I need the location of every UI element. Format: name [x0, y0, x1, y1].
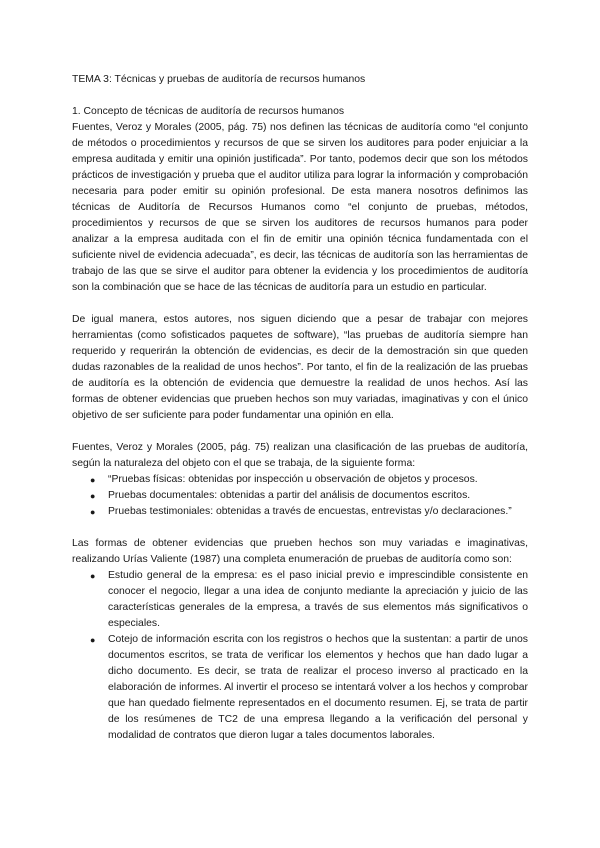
document-body	[72, 72, 528, 744]
paragraph-definition: Fuentes, Veroz y Morales (2005, pág. 75) nos definen las técnicas de auditoría como “el conjunto de métodos o procedimientos y recursos de que se sirven los auditores para poder enjuiciar a la empresa auditada y emitir una opinión justificada”. Por tanto, podemos decir que son los métodos prácticos de investigación y prueba que el auditor utiliza para lograr la información y comprobación necesaria para poder emitir su opinión profesional. De esta manera nosotros definimos las técnicas de Auditoría de Recursos Humanos como “el conjunto de pruebas, métodos, procedimientos y recursos de que se sirven los auditores de recursos humanos para poder analizar a la empresa auditada con el fin de emitir una opinión técnica fundamentada con el suficiente nivel de evidencia adecuada”, es decir, las técnicas de auditoría son las herramientas de trabajo de las que se sirve el auditor para obtener la evidencia y los procedimientos de auditoría son la combinación que se hace de las técnicas de auditoría para un estudio en particular.	[72, 122, 528, 293]
list-item: ● Pruebas testimoniales: obtenidas a través de encuestas, entrevistas y/o declaraciones.”	[72, 504, 528, 520]
paragraph-classification: Fuentes, Veroz y Morales (2005, pág. 75) realizan una clasificación de las pruebas de auditoría, según la naturaleza del objeto con el que se trabaja, de la siguiente forma:	[72, 442, 528, 469]
section-heading: 1. Concepto de técnicas de auditoría de recursos humanos	[72, 106, 345, 117]
classification-list	[72, 472, 528, 520]
list-item: ● Pruebas documentales: obtenidas a partir del análisis de documentos escritos.	[72, 488, 528, 504]
paragraph-evidence: De igual manera, estos autores, nos siguen diciendo que a pesar de trabajar con mejores herramientas (como sofisticados paquetes de software), “las pruebas de auditoría siempre han requerido y requerirán la obtención de evidencias, es decir de la demostración sin que queden dudas razonables de la realidad de unos hechos”. Por tanto, el fin de la realización de las pruebas de auditoría es la obtención de evidencia que demuestre la realidad de unos hechos. Así las formas de obtener evidencias que prueben hechos son muy variadas, imaginativas y con el único objetivo de ser suficiente para poder fundamentar una opinión en ella.	[72, 314, 528, 421]
list-item: ● Cotejo de información escrita con los registros o hechos que la sustentan: a partir de unos documentos escritos, se trata de verificar los elementos y hechos que han dado lugar a dicho documento. Es decir, se trata de realizar el proceso inverso al practicado en la elaboración de informes. Al invertir el proceso se intentará volver a los hechos y comprobar que han quedado fielmente representados en el documento resumen. Ej, se trata de partir de los resúmenes de TC2 de una empresa llegando a la verificación del personal y modalidad de contratos que dieron lugar a tales documentos laborales.	[90, 634, 528, 741]
document-title: TEMA 3: Técnicas y pruebas de auditoría de recursos humanos	[72, 74, 366, 85]
bullet-icon: ●	[90, 507, 96, 517]
bullet-icon: ●	[90, 475, 96, 485]
tests-list	[72, 568, 528, 744]
list-item: ● Estudio general de la empresa: es el paso inicial previo e imprescindible consistente en conocer el negocio, llegar a una idea de conjunto mediante la apreciación y juicio de las características generales de la empresa, a través de sus elementos más significativos o especiales.	[90, 570, 528, 629]
paragraph-urias: Las formas de obtener evidencias que prueben hechos son muy variadas e imaginativas, realizando Urías Valiente (1987) una completa enumeración de pruebas de auditoría como son:	[72, 538, 528, 565]
list-item: ● “Pruebas físicas: obtenidas por inspección u observación de objetos y procesos.	[72, 472, 528, 488]
bullet-icon: ●	[90, 635, 96, 645]
bullet-icon: ●	[90, 491, 96, 501]
bullet-icon: ●	[90, 571, 96, 581]
